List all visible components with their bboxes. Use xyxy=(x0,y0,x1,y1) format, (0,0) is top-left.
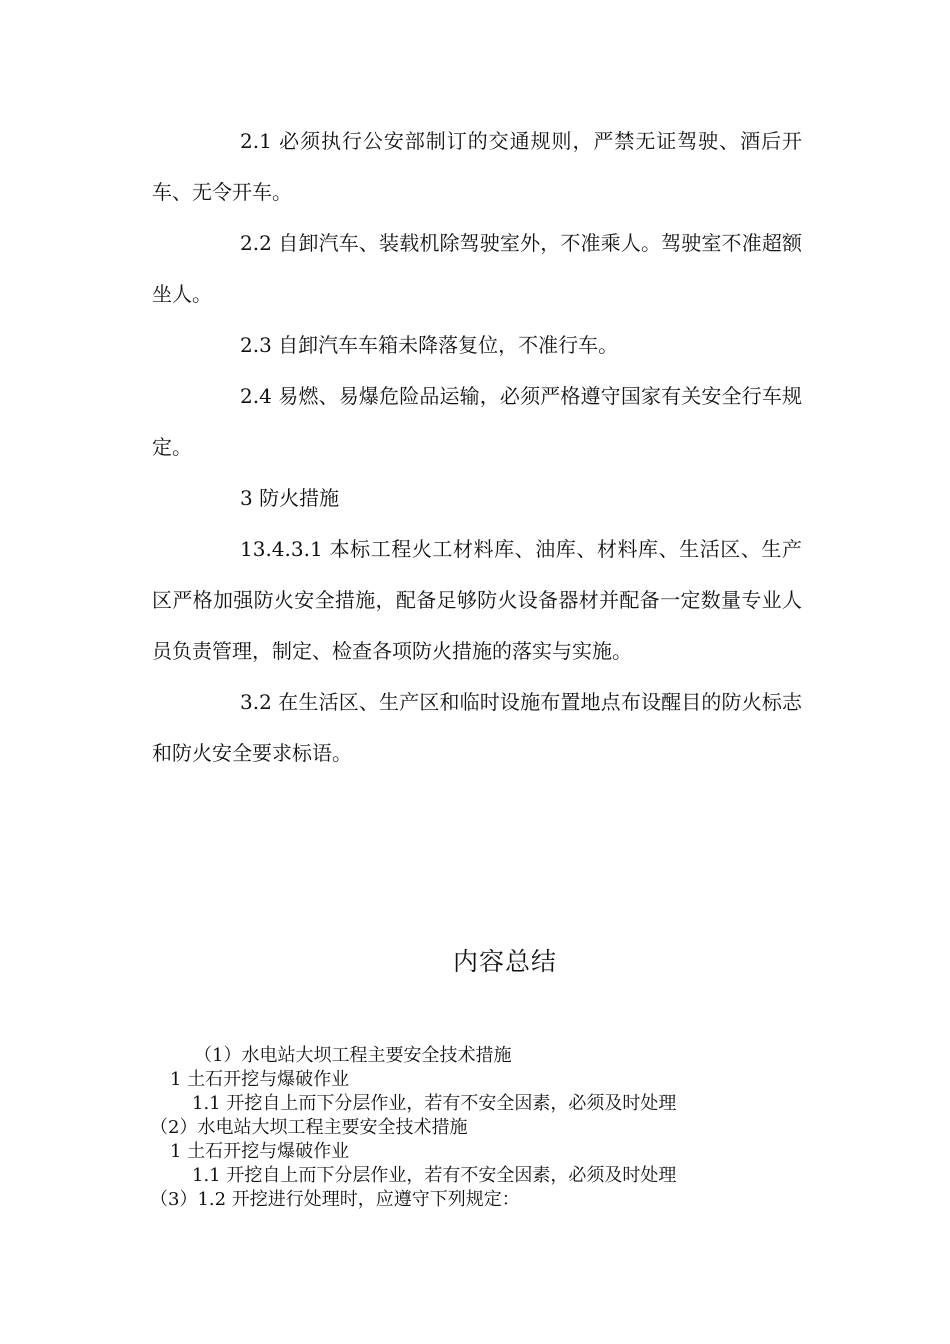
summary-title: 内容总结 xyxy=(452,947,557,976)
paragraph-3-2: 3.2 在生活区、生产区和临时设施布置地点布设醒目的防火标志和防火安全要求标语。 xyxy=(152,690,802,765)
summary-section xyxy=(150,1044,870,1212)
summary-line: 1.1 开挖自上而下分层作业，若有不安全因素，必须及时处理 xyxy=(192,1165,677,1186)
summary-line: （3）1.2 开挖进行处理时，应遵守下列规定： xyxy=(150,1189,520,1210)
paragraph-2-3: 2.3 自卸汽车车箱未降落复位，不准行车。 xyxy=(240,333,619,357)
summary-line: 1 土石开挖与爆破作业 xyxy=(170,1069,350,1090)
summary-line: （2）水电站大坝工程主要安全技术措施 xyxy=(150,1117,468,1138)
paragraph-2-4: 2.4 易燃、易爆危险品运输，必须严格遵守国家有关安全行车规定。 xyxy=(152,384,802,459)
summary-line: 1.1 开挖自上而下分层作业，若有不安全因素，必须及时处理 xyxy=(192,1093,677,1114)
summary-line: （1）水电站大坝工程主要安全技术措施 xyxy=(194,1045,512,1066)
section-heading-fire-prevention: 3 防火措施 xyxy=(240,486,340,510)
summary-line: 1 土石开挖与爆破作业 xyxy=(170,1141,350,1162)
paragraph-2-2: 2.2 自卸汽车、装载机除驾驶室外，不准乘人。驾驶室不准超额坐人。 xyxy=(152,231,802,306)
paragraph-2-1: 2.1 必须执行公安部制订的交通规则，严禁无证驾驶、酒后开车、无令开车。 xyxy=(152,129,802,204)
paragraph-13-4-3-1: 13.4.3.1 本标工程火工材料库、油库、材料库、生活区、生产区严格加强防火安全措施，配备足够防火设备器材并配备一定数量专业人员负责管理，制定、检查各项防火措施的落实与实施。 xyxy=(152,537,802,663)
document-body xyxy=(152,116,802,779)
